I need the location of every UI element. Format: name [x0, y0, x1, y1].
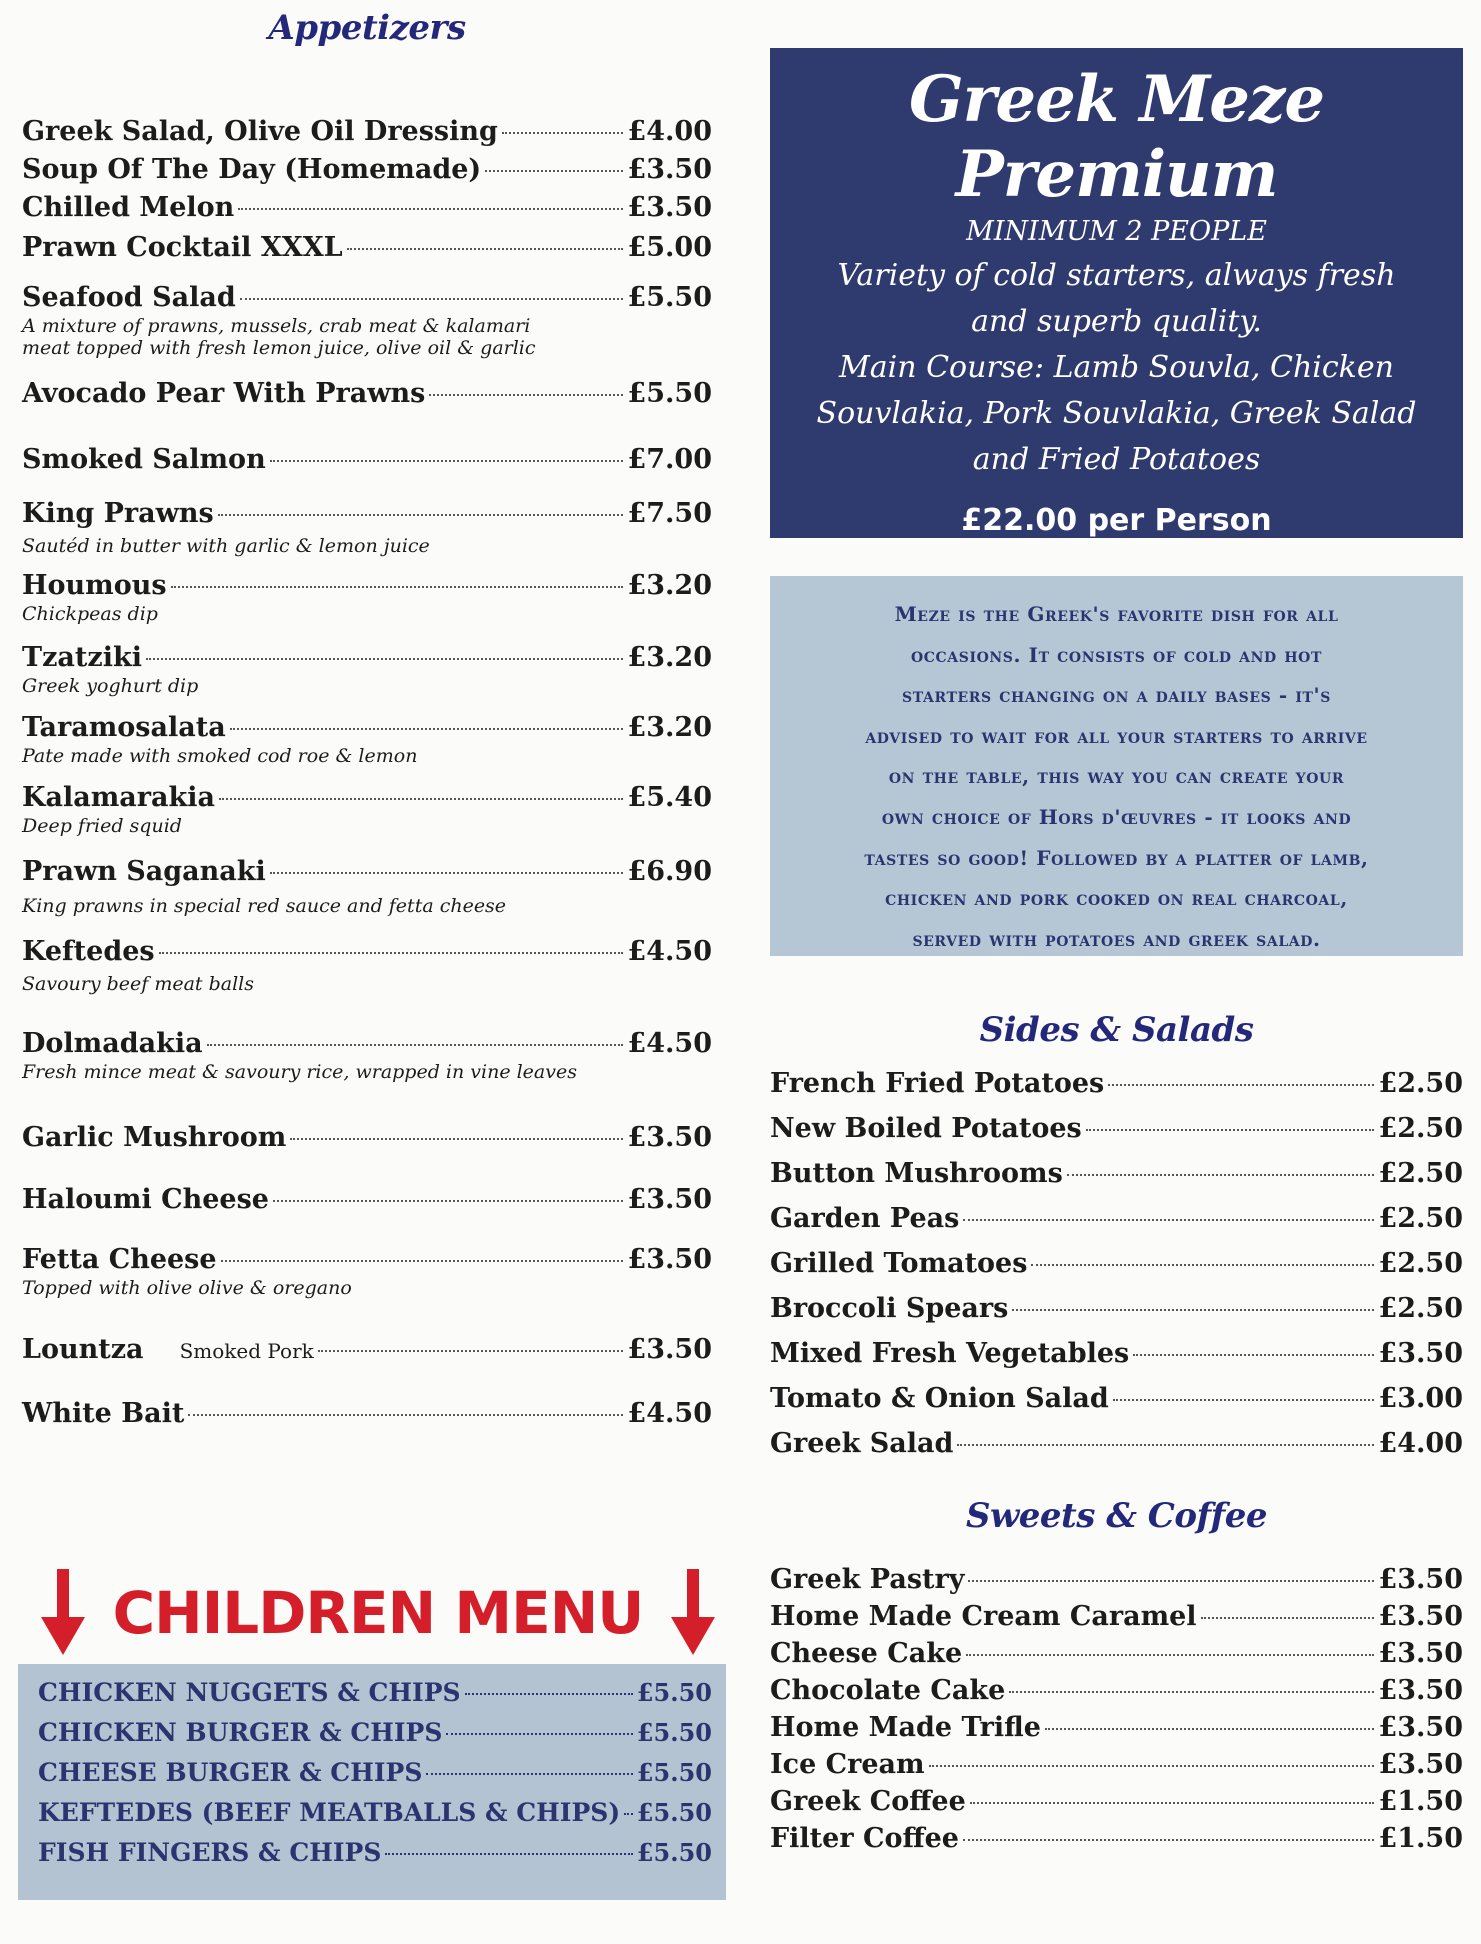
item-description: A mixture of prawns, mussels, crab meat & kalamari meat topped with fresh lemon juice, olive oil & garlic: [22, 315, 536, 359]
leader-dots: [290, 1138, 623, 1140]
leader-dots: [171, 586, 624, 588]
menu-item: [22, 116, 712, 147]
item-price: £3.20: [627, 642, 712, 673]
item-description: Deep fried squid: [22, 815, 182, 837]
menu-item: [770, 1203, 1463, 1234]
item-name: Button Mushrooms: [770, 1158, 1063, 1189]
item-name: Houmous: [22, 570, 167, 601]
item-description: Chickpeas dip: [22, 603, 158, 625]
leader-dots: [1009, 1691, 1374, 1693]
item-price: £4.50: [627, 1398, 712, 1429]
item-price: £3.50: [627, 154, 712, 185]
meze-premium-panel: [770, 48, 1463, 538]
premium-line: and superb quality.: [971, 304, 1262, 339]
menu-item: [22, 1334, 712, 1365]
item-name: Greek Salad, Olive Oil Dressing: [22, 116, 498, 147]
children-menu-panel: [18, 1664, 726, 1900]
item-name: Keftedes: [22, 936, 155, 967]
menu-item: [770, 1068, 1463, 1099]
item-subtitle: Smoked Pork: [179, 1339, 314, 1363]
item-name: CHEESE BURGER & CHIPS: [38, 1758, 423, 1787]
item-name: King Prawns: [22, 498, 214, 529]
menu-item: [770, 1428, 1463, 1459]
info-line: advised to wait for all your starters to arrive: [865, 723, 1368, 748]
premium-line: Souvlakia, Pork Souvlakia, Greek Salad: [816, 396, 1417, 431]
menu-item: [770, 1601, 1463, 1632]
leader-dots: [238, 208, 623, 210]
item-name: CHICKEN BURGER & CHIPS: [38, 1718, 443, 1747]
item-description: Savoury beef meat balls: [22, 973, 254, 995]
leader-dots: [446, 1733, 632, 1735]
premium-title: Greek Meze Premium: [908, 62, 1325, 212]
premium-line: Variety of cold starters, always fresh: [837, 258, 1396, 293]
item-price: £2.50: [1378, 1068, 1463, 1099]
leader-dots: [221, 1260, 624, 1262]
item-name: Prawn Cocktail XXXL: [22, 232, 343, 263]
leader-dots: [1086, 1129, 1375, 1131]
info-line: served with potatoes and greek salad.: [912, 926, 1321, 951]
info-line: tastes so good! Followed by a platter of lamb,: [864, 845, 1369, 870]
leader-dots: [347, 248, 624, 250]
menu-item: [22, 570, 712, 625]
item-name: Kalamarakia: [22, 782, 215, 813]
item-price: £2.50: [1378, 1203, 1463, 1234]
menu-item: [770, 1338, 1463, 1369]
item-name: Dolmadakia: [22, 1028, 203, 1059]
item-name: Home Made Trifle: [770, 1712, 1041, 1743]
info-line: Meze is the Greek's favorite dish for all: [894, 602, 1339, 626]
menu-item: [770, 1638, 1463, 1669]
leader-dots: [318, 1350, 624, 1352]
down-arrow-icon: [677, 1569, 709, 1657]
menu-item: [22, 1184, 712, 1215]
item-name: Greek Salad: [770, 1428, 954, 1459]
info-line: on the table, this way you can create your: [888, 764, 1345, 789]
item-price: £3.50: [627, 1334, 712, 1365]
menu-item: [770, 1675, 1463, 1706]
sides-title: Sides & Salads: [979, 1010, 1254, 1050]
leader-dots: [485, 170, 623, 172]
premium-minimum: MINIMUM 2 PEOPLE: [966, 216, 1267, 247]
leader-dots: [1045, 1728, 1375, 1730]
menu-item: [770, 1293, 1463, 1324]
leader-dots: [270, 872, 624, 874]
sweets-title: Sweets & Coffee: [965, 1496, 1268, 1536]
leader-dots: [970, 1802, 1375, 1804]
item-name: Haloumi Cheese: [22, 1184, 269, 1215]
item-name: Grilled Tomatoes: [770, 1248, 1028, 1279]
item-price: £3.00: [1378, 1383, 1463, 1414]
item-name: Cheese Cake: [770, 1638, 963, 1669]
item-name: Tzatziki: [22, 642, 142, 673]
item-name: Tomato & Onion Salad: [770, 1383, 1109, 1414]
leader-dots: [1031, 1264, 1374, 1266]
menu-item: [22, 1244, 712, 1299]
leader-dots: [465, 1693, 633, 1695]
children-item: [38, 1798, 712, 1838]
item-name: Smoked Salmon: [22, 444, 266, 475]
menu-item: [22, 154, 712, 185]
item-name: Prawn Saganaki: [22, 856, 266, 887]
menu-item: [22, 1398, 712, 1429]
menu-item: [770, 1712, 1463, 1743]
leader-dots: [273, 1200, 623, 1202]
children-item: [38, 1838, 712, 1878]
item-price: £5.50: [636, 1678, 712, 1707]
item-price: £1.50: [1378, 1823, 1463, 1854]
item-price: £2.50: [1378, 1293, 1463, 1324]
item-name: Chilled Melon: [22, 192, 235, 223]
leader-dots: [146, 658, 624, 660]
item-name: Garlic Mushroom: [22, 1122, 287, 1153]
leader-dots: [218, 514, 624, 516]
item-price: £3.50: [1378, 1601, 1463, 1632]
leader-dots: [1113, 1399, 1375, 1401]
menu-item: [22, 642, 712, 697]
leader-dots: [1108, 1084, 1374, 1086]
item-price: £1.50: [1378, 1786, 1463, 1817]
leader-dots: [385, 1853, 632, 1855]
item-description: Sautéd in butter with garlic & lemon juice: [22, 535, 430, 557]
item-name: Mixed Fresh Vegetables: [770, 1338, 1130, 1369]
item-name: FISH FINGERS & CHIPS: [38, 1838, 382, 1867]
item-name: Broccoli Spears: [770, 1293, 1009, 1324]
item-price: £6.90: [627, 856, 712, 887]
menu-item: [22, 856, 712, 917]
item-name: Ice Cream: [770, 1749, 925, 1780]
leader-dots: [426, 1773, 632, 1775]
leader-dots: [240, 298, 624, 300]
menu-item: [22, 444, 712, 475]
menu-item: [770, 1749, 1463, 1780]
item-price: £5.50: [627, 282, 712, 313]
item-name: Garden Peas: [770, 1203, 960, 1234]
menu-item: [770, 1564, 1463, 1595]
item-price: £3.50: [1378, 1749, 1463, 1780]
item-price: £2.50: [1378, 1113, 1463, 1144]
menu-item: [22, 498, 712, 557]
leader-dots: [963, 1839, 1374, 1841]
info-line: occasions. It consists of cold and hot: [911, 642, 1322, 667]
item-price: £3.50: [1378, 1338, 1463, 1369]
item-name: Fetta Cheese: [22, 1244, 217, 1275]
premium-line: Main Course: Lamb Souvla, Chicken: [839, 350, 1394, 385]
item-name: KEFTEDES (BEEF MEATBALLS & CHIPS): [38, 1798, 621, 1827]
item-name: French Fried Potatoes: [770, 1068, 1105, 1099]
menu-item: [770, 1158, 1463, 1189]
menu-item: [22, 378, 712, 409]
children-menu-title: CHILDREN MENU: [112, 1579, 644, 1647]
children-item: [38, 1718, 712, 1758]
item-price: £5.50: [636, 1838, 712, 1867]
item-price: £3.50: [627, 1122, 712, 1153]
item-price: £7.50: [627, 498, 712, 529]
appetizers-title: Appetizers: [268, 8, 466, 48]
item-description: Topped with olive olive & oregano: [22, 1277, 352, 1299]
item-price: £4.00: [627, 116, 712, 147]
item-price: £5.40: [627, 782, 712, 813]
menu-item: [22, 192, 712, 223]
leader-dots: [188, 1414, 623, 1416]
item-description: King prawns in special red sauce and fetta cheese: [22, 895, 507, 917]
leader-dots: [1133, 1354, 1374, 1356]
item-name: Greek Pastry: [770, 1564, 965, 1595]
item-name: Home Made Cream Caramel: [770, 1601, 1197, 1632]
item-price: £4.50: [627, 936, 712, 967]
menu-item: [770, 1248, 1463, 1279]
item-price: £5.00: [627, 232, 712, 263]
item-price: £5.50: [636, 1758, 712, 1787]
menu-item: [22, 712, 712, 767]
premium-description: [770, 253, 1463, 483]
menu-item: [22, 1122, 712, 1153]
menu-item: [22, 232, 712, 263]
leader-dots: [230, 728, 624, 730]
item-description: Greek yoghurt dip: [22, 675, 199, 697]
info-line: starters changing on a daily bases - it's: [902, 683, 1331, 708]
item-price: £3.50: [627, 192, 712, 223]
leader-dots: [968, 1580, 1374, 1582]
item-name: New Boiled Potatoes: [770, 1113, 1082, 1144]
leader-dots: [1201, 1617, 1375, 1619]
meze-info-panel: [770, 576, 1463, 956]
leader-dots: [502, 132, 624, 134]
children-item: [38, 1678, 712, 1718]
info-line: chicken and pork cooked on real charcoal,: [885, 886, 1348, 911]
premium-line: and Fried Potatoes: [972, 442, 1261, 477]
item-price: £3.50: [627, 1184, 712, 1215]
item-name: White Bait: [22, 1398, 185, 1429]
leader-dots: [929, 1765, 1375, 1767]
leader-dots: [429, 394, 623, 396]
item-price: £3.50: [1378, 1564, 1463, 1595]
item-price: £3.50: [627, 1244, 712, 1275]
item-price: £3.50: [1378, 1712, 1463, 1743]
item-name: Avocado Pear With Prawns: [22, 378, 426, 409]
item-name: Taramosalata: [22, 712, 226, 743]
item-price: £4.50: [627, 1028, 712, 1059]
leader-dots: [624, 1813, 633, 1815]
item-name: CHICKEN NUGGETS & CHIPS: [38, 1678, 461, 1707]
menu-item: [770, 1113, 1463, 1144]
menu-item: [22, 282, 712, 359]
item-name: Seafood Salad: [22, 282, 236, 313]
leader-dots: [966, 1654, 1374, 1656]
item-name: Filter Coffee: [770, 1823, 959, 1854]
item-name: Chocolate Cake: [770, 1675, 1006, 1706]
item-name: Greek Coffee: [770, 1786, 966, 1817]
leader-dots: [270, 460, 624, 462]
leader-dots: [963, 1219, 1374, 1221]
menu-item: [22, 782, 712, 837]
item-price: £4.00: [1378, 1428, 1463, 1459]
down-arrow-icon: [47, 1569, 79, 1657]
leader-dots: [1067, 1174, 1375, 1176]
item-description: Fresh mince meat & savoury rice, wrapped in vine leaves: [22, 1061, 577, 1083]
item-price: £5.50: [636, 1718, 712, 1747]
menu-item: [22, 1028, 712, 1083]
item-name: Lountza: [22, 1334, 144, 1365]
item-price: £7.00: [627, 444, 712, 475]
menu-item: [770, 1786, 1463, 1817]
item-price: £2.50: [1378, 1248, 1463, 1279]
item-price: £3.20: [627, 570, 712, 601]
leader-dots: [207, 1044, 624, 1046]
children-menu-heading: [28, 1568, 728, 1658]
info-line: own choice of Hors d'œuvres - it looks and: [881, 804, 1352, 829]
menu-item: [22, 936, 712, 995]
item-price: £2.50: [1378, 1158, 1463, 1189]
menu-item: [770, 1383, 1463, 1414]
leader-dots: [1012, 1309, 1374, 1311]
leader-dots: [957, 1444, 1374, 1446]
premium-price: £22.00 per Person: [961, 503, 1272, 538]
leader-dots: [159, 952, 624, 954]
item-price: £3.20: [627, 712, 712, 743]
leader-dots: [219, 798, 623, 800]
item-price: £3.50: [1378, 1675, 1463, 1706]
children-item: [38, 1758, 712, 1798]
item-description: Pate made with smoked cod roe & lemon: [22, 745, 418, 767]
item-name: Soup Of The Day (Homemade): [22, 154, 482, 185]
item-price: £5.50: [636, 1798, 712, 1827]
item-price: £3.50: [1378, 1638, 1463, 1669]
item-price: £5.50: [627, 378, 712, 409]
menu-item: [770, 1823, 1463, 1854]
